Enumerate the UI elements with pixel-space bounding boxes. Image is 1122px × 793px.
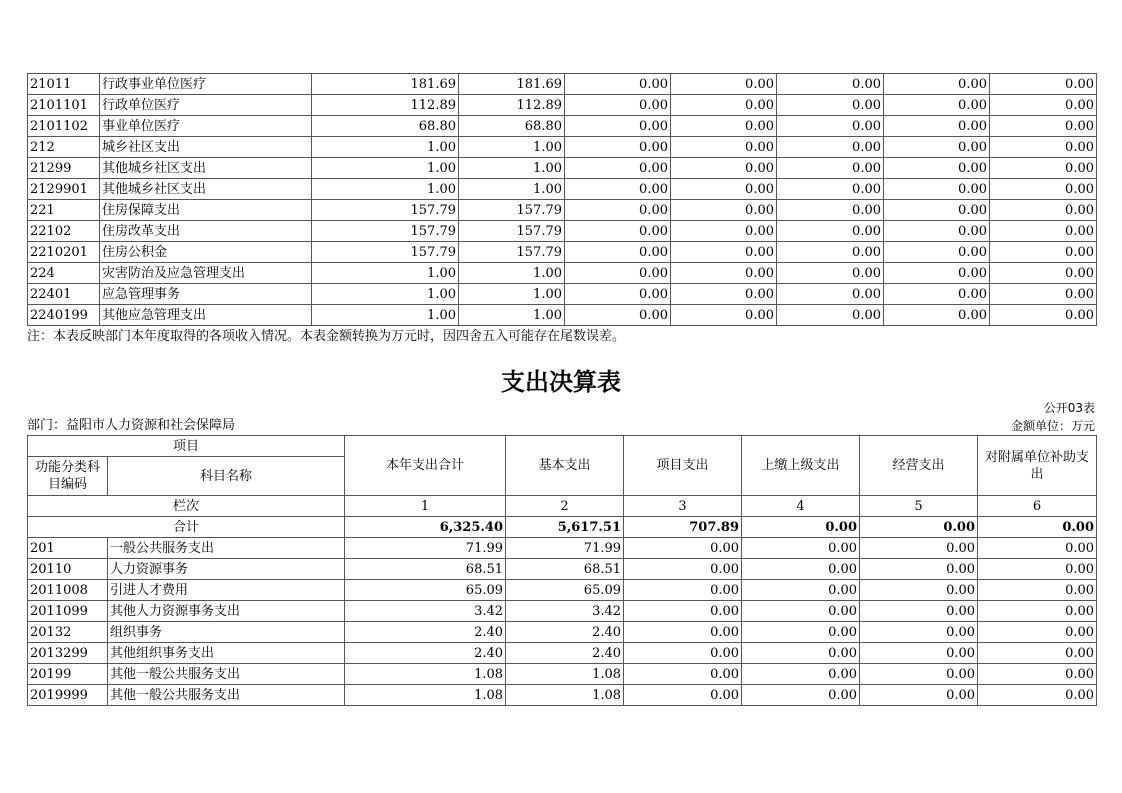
value-cell: 0.00	[624, 538, 742, 559]
code-cell: 221	[28, 200, 100, 221]
value-cell: 157.79	[312, 200, 459, 221]
value-cell: 0.00	[884, 221, 990, 242]
value-cell: 0.00	[671, 284, 777, 305]
page-title: 支出决算表	[501, 368, 621, 396]
table-row	[28, 74, 1097, 95]
table-row	[28, 263, 1097, 284]
value-cell: 0.00	[978, 685, 1097, 706]
table-row	[28, 643, 1097, 664]
form-number: 公开03表	[1043, 401, 1095, 415]
code-cell: 2129901	[28, 179, 100, 200]
value-cell: 3.42	[345, 601, 506, 622]
name-cell: 行政单位医疗	[100, 95, 312, 116]
value-cell: 157.79	[459, 242, 565, 263]
value-cell: 1.08	[506, 685, 624, 706]
table-row	[28, 559, 1097, 580]
total-cell: 5,617.51	[506, 517, 624, 538]
value-cell: 0.00	[777, 221, 884, 242]
name-cell: 其他城乡社区支出	[100, 158, 312, 179]
name-cell: 住房改革支出	[100, 221, 312, 242]
value-cell: 0.00	[990, 74, 1097, 95]
value-cell: 0.00	[884, 116, 990, 137]
value-cell: 1.00	[459, 137, 565, 158]
code-cell: 2101101	[28, 95, 100, 116]
value-cell: 0.00	[978, 580, 1097, 601]
value-cell: 0.00	[565, 137, 671, 158]
table-row	[28, 242, 1097, 263]
value-cell: 68.51	[506, 559, 624, 580]
value-cell: 0.00	[978, 664, 1097, 685]
value-cell: 0.00	[671, 74, 777, 95]
value-cell: 0.00	[742, 580, 860, 601]
value-cell: 0.00	[978, 643, 1097, 664]
value-cell: 68.80	[312, 116, 459, 137]
value-cell: 71.99	[345, 538, 506, 559]
value-cell: 0.00	[671, 158, 777, 179]
code-cell: 224	[28, 263, 100, 284]
expense-table-body	[28, 436, 1097, 706]
column-number-label: 栏次	[28, 496, 345, 517]
name-cell: 行政事业单位医疗	[100, 74, 312, 95]
value-cell: 0.00	[884, 158, 990, 179]
code-cell: 22102	[28, 221, 100, 242]
value-cell: 1.00	[312, 305, 459, 326]
value-cell: 1.00	[312, 284, 459, 305]
value-cell: 0.00	[884, 74, 990, 95]
value-cell: 1.00	[312, 158, 459, 179]
value-cell: 0.00	[742, 685, 860, 706]
value-cell: 1.08	[345, 685, 506, 706]
value-cell: 0.00	[884, 284, 990, 305]
value-cell: 65.09	[506, 580, 624, 601]
value-cell: 68.51	[345, 559, 506, 580]
value-cell: 0.00	[860, 559, 978, 580]
table-row	[28, 580, 1097, 601]
value-cell: 0.00	[671, 116, 777, 137]
subsidy-header: 对附属单位补助支出	[978, 436, 1097, 496]
value-cell: 0.00	[742, 643, 860, 664]
value-cell: 157.79	[312, 242, 459, 263]
expense-table	[27, 435, 1097, 706]
value-cell: 0.00	[990, 242, 1097, 263]
value-cell: 112.89	[312, 95, 459, 116]
value-cell: 0.00	[777, 305, 884, 326]
value-cell: 0.00	[860, 643, 978, 664]
value-cell: 0.00	[565, 263, 671, 284]
column-number: 6	[978, 496, 1097, 517]
value-cell: 0.00	[990, 137, 1097, 158]
income-table-body	[28, 74, 1097, 326]
basic-header: 基本支出	[506, 436, 624, 496]
value-cell: 0.00	[777, 74, 884, 95]
code-cell: 2210201	[28, 242, 100, 263]
table-row	[28, 538, 1097, 559]
code-cell: 2011008	[28, 580, 108, 601]
value-cell: 1.00	[312, 263, 459, 284]
value-cell: 0.00	[860, 580, 978, 601]
value-cell: 0.00	[884, 263, 990, 284]
value-cell: 0.00	[624, 580, 742, 601]
value-cell: 0.00	[742, 538, 860, 559]
code-cell: 2240199	[28, 305, 100, 326]
value-cell: 0.00	[624, 664, 742, 685]
name-cell: 住房公积金	[100, 242, 312, 263]
value-cell: 3.42	[506, 601, 624, 622]
value-cell: 0.00	[624, 643, 742, 664]
value-cell: 0.00	[860, 664, 978, 685]
name-cell: 其他城乡社区支出	[100, 179, 312, 200]
project-header: 项目	[28, 436, 345, 457]
total-header: 本年支出合计	[345, 436, 506, 496]
value-cell: 0.00	[624, 559, 742, 580]
name-cell: 应急管理事务	[100, 284, 312, 305]
table-row	[28, 664, 1097, 685]
value-cell: 181.69	[312, 74, 459, 95]
value-cell: 0.00	[777, 158, 884, 179]
value-cell: 157.79	[459, 221, 565, 242]
table-row	[28, 305, 1097, 326]
value-cell: 68.80	[459, 116, 565, 137]
table-row	[28, 179, 1097, 200]
value-cell: 0.00	[565, 74, 671, 95]
value-cell: 0.00	[671, 263, 777, 284]
column-number: 3	[624, 496, 742, 517]
value-cell: 0.00	[990, 95, 1097, 116]
value-cell: 2.40	[506, 643, 624, 664]
value-cell: 0.00	[565, 305, 671, 326]
value-cell: 0.00	[671, 221, 777, 242]
value-cell: 0.00	[860, 622, 978, 643]
column-number: 2	[506, 496, 624, 517]
value-cell: 0.00	[978, 622, 1097, 643]
value-cell: 0.00	[884, 137, 990, 158]
name-cell: 一般公共服务支出	[108, 538, 345, 559]
value-cell: 0.00	[884, 242, 990, 263]
code-cell: 2011099	[28, 601, 108, 622]
table-row	[28, 158, 1097, 179]
value-cell: 0.00	[884, 179, 990, 200]
upper-header: 上缴上级支出	[742, 436, 860, 496]
total-cell: 707.89	[624, 517, 742, 538]
code-cell: 201	[28, 538, 108, 559]
value-cell: 0.00	[777, 263, 884, 284]
value-cell: 0.00	[742, 622, 860, 643]
value-cell: 0.00	[884, 95, 990, 116]
header-row	[28, 436, 1097, 457]
value-cell: 0.00	[990, 221, 1097, 242]
value-cell: 0.00	[565, 200, 671, 221]
value-cell: 0.00	[860, 685, 978, 706]
table-row	[28, 137, 1097, 158]
value-cell: 0.00	[742, 559, 860, 580]
table-row	[28, 622, 1097, 643]
table-row	[28, 221, 1097, 242]
value-cell: 0.00	[777, 116, 884, 137]
table-row	[28, 685, 1097, 706]
name-cell: 其他组织事务支出	[108, 643, 345, 664]
business-header: 经营支出	[860, 436, 978, 496]
value-cell: 0.00	[860, 538, 978, 559]
name-cell: 事业单位医疗	[100, 116, 312, 137]
value-cell: 1.08	[506, 664, 624, 685]
name-cell: 人力资源事务	[108, 559, 345, 580]
code-cell: 20132	[28, 622, 108, 643]
column-number: 4	[742, 496, 860, 517]
value-cell: 0.00	[777, 284, 884, 305]
code-cell: 20110	[28, 559, 108, 580]
value-cell: 0.00	[978, 538, 1097, 559]
value-cell: 0.00	[565, 116, 671, 137]
code-cell: 212	[28, 137, 100, 158]
income-table	[27, 73, 1097, 326]
table-row	[28, 116, 1097, 137]
value-cell: 2.40	[506, 622, 624, 643]
value-cell: 0.00	[990, 305, 1097, 326]
value-cell: 0.00	[565, 242, 671, 263]
code-header: 功能分类科目编码	[28, 457, 108, 496]
value-cell: 1.08	[345, 664, 506, 685]
amount-unit-label: 金额单位：万元	[1010, 419, 1095, 433]
value-cell: 1.00	[459, 263, 565, 284]
value-cell: 0.00	[777, 95, 884, 116]
value-cell: 0.00	[990, 179, 1097, 200]
value-cell: 1.00	[459, 158, 565, 179]
value-cell: 112.89	[459, 95, 565, 116]
name-cell: 其他一般公共服务支出	[108, 685, 345, 706]
total-cell: 6,325.40	[345, 517, 506, 538]
value-cell: 157.79	[459, 200, 565, 221]
value-cell: 0.00	[990, 158, 1097, 179]
name-header: 科目名称	[108, 457, 345, 496]
value-cell: 0.00	[978, 601, 1097, 622]
name-cell: 住房保障支出	[100, 200, 312, 221]
income-table-note: 注：本表反映部门本年度取得的各项收入情况。本表金额转换为万元时，因四舍五入可能存在尾数误差。	[27, 329, 626, 344]
value-cell: 65.09	[345, 580, 506, 601]
value-cell: 1.00	[459, 179, 565, 200]
code-cell: 20199	[28, 664, 108, 685]
value-cell: 2.40	[345, 622, 506, 643]
value-cell: 0.00	[990, 116, 1097, 137]
value-cell: 0.00	[624, 601, 742, 622]
table-row	[28, 200, 1097, 221]
code-cell: 2013299	[28, 643, 108, 664]
name-cell: 其他应急管理支出	[100, 305, 312, 326]
value-cell: 0.00	[860, 601, 978, 622]
total-label: 合计	[28, 517, 345, 538]
name-cell: 灾害防治及应急管理支出	[100, 263, 312, 284]
value-cell: 0.00	[742, 664, 860, 685]
value-cell: 0.00	[671, 137, 777, 158]
value-cell: 0.00	[777, 242, 884, 263]
value-cell: 0.00	[671, 305, 777, 326]
value-cell: 0.00	[990, 200, 1097, 221]
value-cell: 0.00	[671, 242, 777, 263]
column-number-row	[28, 496, 1097, 517]
value-cell: 0.00	[565, 158, 671, 179]
value-cell: 1.00	[459, 305, 565, 326]
value-cell: 1.00	[312, 179, 459, 200]
value-cell: 0.00	[671, 179, 777, 200]
value-cell: 0.00	[565, 95, 671, 116]
value-cell: 0.00	[742, 601, 860, 622]
value-cell: 0.00	[978, 559, 1097, 580]
name-cell: 城乡社区支出	[100, 137, 312, 158]
value-cell: 181.69	[459, 74, 565, 95]
table-row	[28, 95, 1097, 116]
code-cell: 22401	[28, 284, 100, 305]
code-cell: 2019999	[28, 685, 108, 706]
code-cell: 21299	[28, 158, 100, 179]
value-cell: 0.00	[565, 179, 671, 200]
value-cell: 0.00	[990, 263, 1097, 284]
project-expense-header: 项目支出	[624, 436, 742, 496]
department-label: 部门：益阳市人力资源和社会保障局	[27, 418, 236, 433]
code-cell: 21011	[28, 74, 100, 95]
value-cell: 0.00	[624, 685, 742, 706]
name-cell: 其他一般公共服务支出	[108, 664, 345, 685]
value-cell: 2.40	[345, 643, 506, 664]
column-number: 1	[345, 496, 506, 517]
value-cell: 71.99	[506, 538, 624, 559]
value-cell: 0.00	[884, 305, 990, 326]
value-cell: 0.00	[777, 179, 884, 200]
value-cell: 157.79	[312, 221, 459, 242]
value-cell: 0.00	[990, 284, 1097, 305]
name-cell: 其他人力资源事务支出	[108, 601, 345, 622]
total-cell: 0.00	[860, 517, 978, 538]
value-cell: 1.00	[312, 137, 459, 158]
code-cell: 2101102	[28, 116, 100, 137]
value-cell: 1.00	[459, 284, 565, 305]
value-cell: 0.00	[565, 221, 671, 242]
table-row	[28, 601, 1097, 622]
value-cell: 0.00	[777, 137, 884, 158]
value-cell: 0.00	[624, 622, 742, 643]
value-cell: 0.00	[565, 284, 671, 305]
column-number: 5	[860, 496, 978, 517]
name-cell: 引进人才费用	[108, 580, 345, 601]
name-cell: 组织事务	[108, 622, 345, 643]
value-cell: 0.00	[671, 95, 777, 116]
table-row	[28, 284, 1097, 305]
total-row	[28, 517, 1097, 538]
value-cell: 0.00	[777, 200, 884, 221]
value-cell: 0.00	[671, 200, 777, 221]
total-cell: 0.00	[742, 517, 860, 538]
value-cell: 0.00	[884, 200, 990, 221]
total-cell: 0.00	[978, 517, 1097, 538]
